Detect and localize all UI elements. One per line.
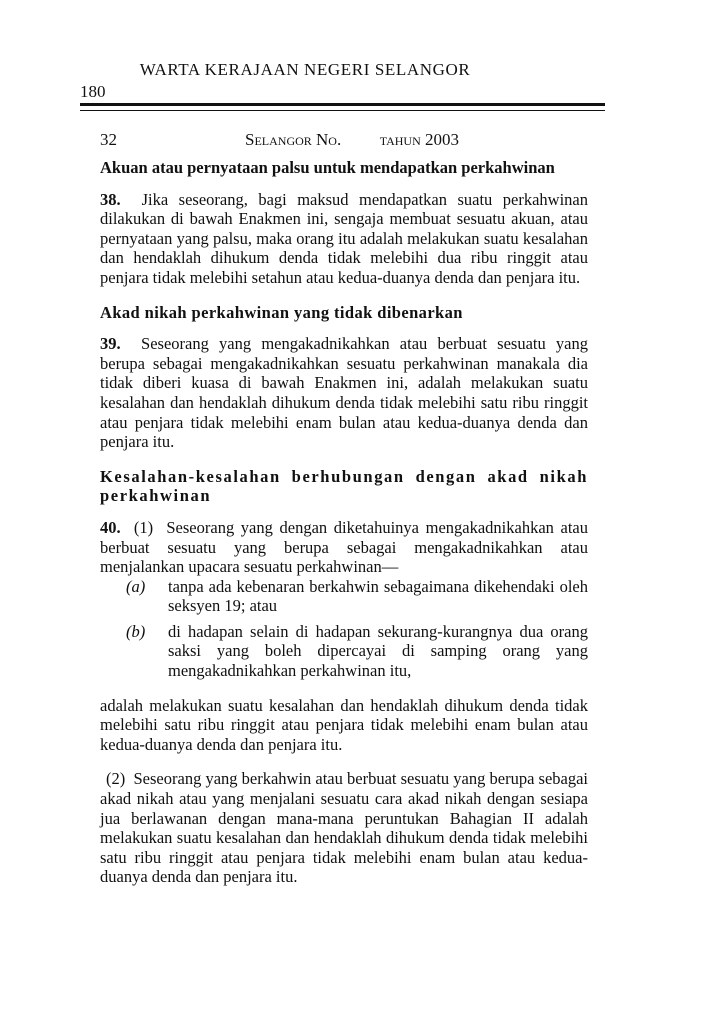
section-40-heading: Kesalahan-kesalahan berhubungan dengan akad nikah perkahwinan	[100, 466, 588, 506]
section-39-body	[100, 334, 588, 452]
item-b-text: di hadapan selain di hadapan sekurang-kurangnya dua orang saksi yang boleh dipercayai di samping orang yang mengakadnikahkan perkahwinan itu,	[168, 621, 588, 681]
state-label: Selangor No.	[245, 130, 342, 149]
enactment-number: 32	[100, 130, 117, 149]
section-38-body	[100, 190, 588, 288]
subsection-1-label: (1)	[133, 517, 154, 537]
item-a-label: (a)	[126, 576, 146, 596]
section-38-heading: Akuan atau pernyataan palsu untuk mendapatkan perkahwinan	[100, 158, 555, 177]
enactment-title	[245, 130, 459, 150]
header-rule-thin	[80, 110, 605, 111]
list-item-b	[126, 622, 588, 681]
section-39-text: Seseorang yang mengakadnikahkan atau berbuat sesuatu yang berupa sebagai mengakadnikahkan sesuatu perkahwinan manakala dia tidak diberi kuasa di bawah Enakmen ini, adalah melakukan suatu kesalahan dan hendaklah dihukum denda tidak melebihi satu ribu ringgit atau penjara tidak melebihi enam bulan atau kedua-duanya denda dan penjara itu.	[100, 334, 589, 452]
section-38-number: 38.	[100, 189, 121, 209]
document-body	[100, 158, 588, 887]
section-38-text: Jika seseorang, bagi maksud mendapatkan suatu perkahwinan dilakukan di bawah Enakmen ini, sengaja membuat sesuatu akuan, atau pernyataan yang palsu, maka orang itu adalah melakukan suatu kesalahan dan hendaklah dihukum denda tidak melebihi dua ribu ringgit atau penjara tidak melebihi setahun atau kedua-duanya denda dan penjara itu.	[100, 189, 588, 287]
list-item-a	[126, 577, 588, 616]
section-39-number: 39.	[100, 334, 121, 354]
subsection-2-text: Seseorang yang berkahwin atau berbuat sesuatu yang berupa sebagai akad nikah atau yang menjalani sesuatu cara akad nikah dengan sesiapa jua berlawanan dengan mana-mana peruntukan Bahagian II adalah melakukan suatu kesalahan dan hendaklah dihukum denda tidak melebihi satu ribu ringgit atau penjara tidak melebihi enam bulan atau kedua-duanya denda dan penjara itu.	[100, 769, 588, 887]
section-39-heading: Akad nikah perkahwinan yang tidak dibenarkan	[100, 302, 463, 322]
section-40-intro-text: Seseorang yang dengan diketahuinya mengakadnikahkan atau berbuat sesuatu yang berupa sebagai mengakadnikahkan atau menjalankan upacara sesuatu perkahwinan—	[100, 517, 589, 577]
running-header-title: WARTA KERAJAAN NEGERI SELANGOR	[139, 60, 471, 79]
item-b-label: (b)	[126, 621, 146, 641]
year-label: tahun 2003	[379, 130, 460, 149]
section-40-number: 40.	[100, 517, 121, 537]
page-number: 180	[80, 82, 106, 101]
header-rule-thick	[80, 103, 605, 106]
item-a-text: tanpa ada kebenaran berkahwin sebagaimana dikehendaki oleh seksyen 19; atau	[168, 576, 588, 616]
section-40-intro	[100, 518, 588, 577]
subsection-2-label: (2)	[106, 769, 126, 789]
section-40-conclusion: adalah melakukan suatu kesalahan dan hendaklah dihukum denda tidak melebihi satu ribu ringgit atau penjara tidak melebihi enam bulan atau kedua-duanya denda dan penjara itu.	[100, 695, 588, 754]
subsection-2	[100, 769, 588, 887]
